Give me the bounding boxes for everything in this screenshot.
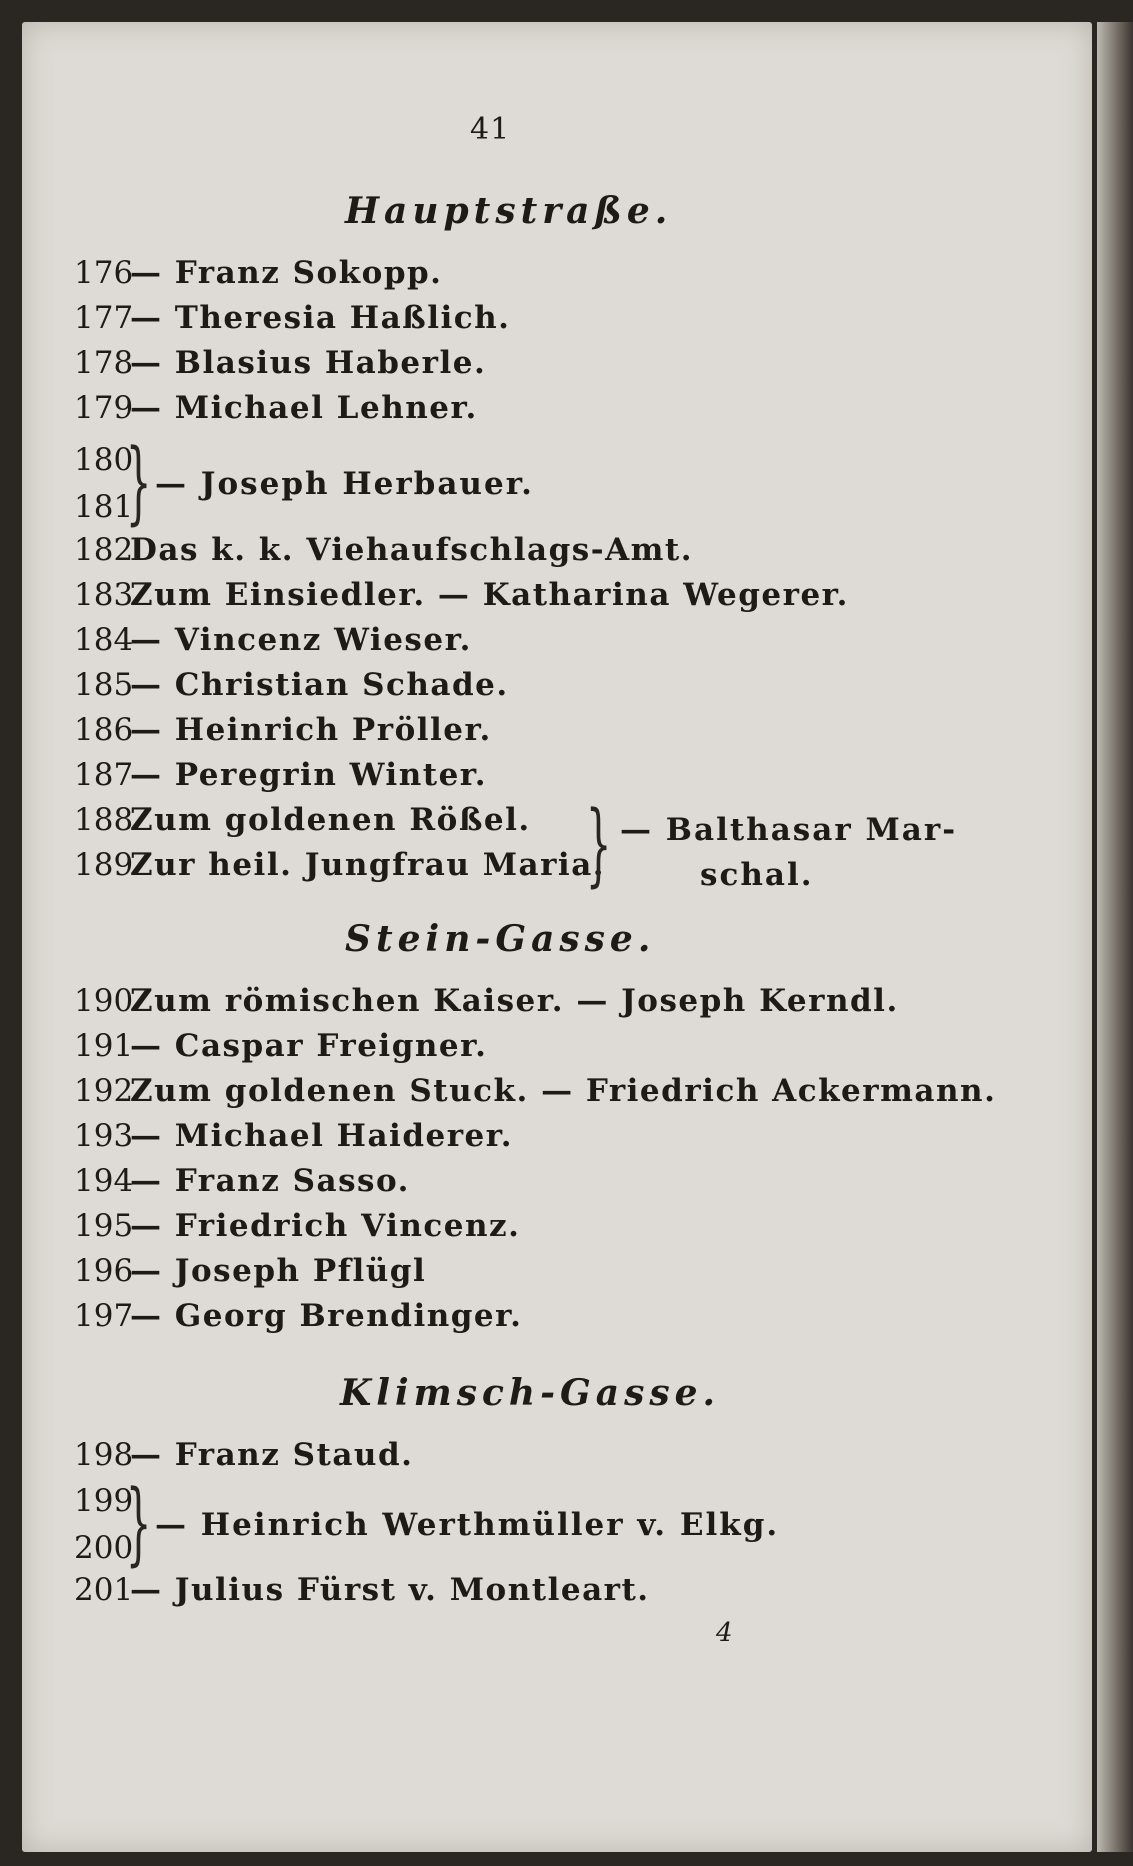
house-number: 180 bbox=[74, 442, 134, 478]
entry-196 bbox=[74, 1253, 426, 1289]
page-number: 41 bbox=[470, 112, 511, 147]
house-number: 176 bbox=[74, 255, 134, 291]
resident-name: — Michael Lehner. bbox=[130, 390, 478, 426]
section-heading-stein-gasse: Stein-Gasse. bbox=[345, 918, 656, 960]
entry-198 bbox=[74, 1437, 413, 1473]
entry-182 bbox=[74, 532, 693, 568]
brace: } bbox=[125, 430, 152, 535]
house-number: 199 bbox=[74, 1483, 134, 1519]
house-number: 185 bbox=[74, 667, 134, 703]
resident-name: — Christian Schade. bbox=[130, 667, 509, 703]
resident-name-cont: schal. bbox=[700, 857, 814, 893]
inn-name: Zum goldenen Rößel. bbox=[130, 802, 531, 838]
resident-name: — Heinrich Pröller. bbox=[130, 712, 492, 748]
house-number: 188 bbox=[74, 802, 134, 838]
house-number: 195 bbox=[74, 1208, 134, 1244]
resident-name: Zum Einsiedler. — Katharina Wegerer. bbox=[130, 577, 849, 613]
house-number: 182 bbox=[74, 532, 134, 568]
house-number: 186 bbox=[74, 712, 134, 748]
house-number: 179 bbox=[74, 390, 134, 426]
entry-191 bbox=[74, 1028, 487, 1064]
bracket-numbers-199-200 bbox=[74, 1478, 133, 1572]
resident-name: — Vincenz Wieser. bbox=[130, 622, 472, 658]
resident-name: — Julius Fürst v. Montleart. bbox=[130, 1572, 650, 1608]
house-number: 191 bbox=[74, 1028, 134, 1064]
inn-name: Zur heil. Jungfrau Maria. bbox=[130, 847, 606, 883]
section-heading-hauptstrasse: Hauptstraße. bbox=[345, 190, 673, 232]
entry-184 bbox=[74, 622, 472, 658]
brace: } bbox=[125, 1471, 152, 1576]
resident-name: — Theresia Haßlich. bbox=[130, 300, 511, 336]
entry-183 bbox=[74, 577, 849, 613]
entry-187 bbox=[74, 757, 487, 793]
resident-name: — Friedrich Vincenz. bbox=[130, 1208, 521, 1244]
page-edge bbox=[1097, 22, 1133, 1852]
house-number: 183 bbox=[74, 577, 134, 613]
house-number: 181 bbox=[74, 489, 134, 525]
entry-197 bbox=[74, 1298, 522, 1334]
entry-179 bbox=[74, 390, 478, 426]
resident-name: — Balthasar Mar- bbox=[620, 812, 958, 848]
house-number: 190 bbox=[74, 983, 134, 1019]
resident-name: — Franz Staud. bbox=[130, 1437, 414, 1473]
folio-mark: 4 bbox=[716, 1618, 733, 1648]
entry-186 bbox=[74, 712, 492, 748]
entry-194 bbox=[74, 1163, 410, 1199]
house-number: 198 bbox=[74, 1437, 134, 1473]
entry-195 bbox=[74, 1208, 520, 1244]
resident-name: — Michael Haiderer. bbox=[130, 1118, 514, 1154]
entry-190 bbox=[74, 983, 899, 1019]
brace: } bbox=[585, 792, 612, 897]
house-number: 192 bbox=[74, 1073, 134, 1109]
house-number: 201 bbox=[74, 1572, 134, 1608]
entry-188 bbox=[74, 802, 531, 838]
resident-name: — Joseph Herbauer. bbox=[155, 466, 534, 502]
resident-name: — Franz Sokopp. bbox=[130, 255, 443, 291]
entry-192 bbox=[74, 1073, 996, 1109]
house-number: 194 bbox=[74, 1163, 134, 1199]
house-number: 189 bbox=[74, 847, 134, 883]
entry-201 bbox=[74, 1572, 650, 1608]
resident-name: — Heinrich Werthmüller v. Elkg. bbox=[155, 1507, 780, 1543]
house-number: 200 bbox=[74, 1530, 134, 1566]
house-number: 184 bbox=[74, 622, 134, 658]
resident-name: Das k. k. Viehaufschlags-Amt. bbox=[130, 532, 694, 568]
house-number: 187 bbox=[74, 757, 134, 793]
resident-name: — Caspar Freigner. bbox=[130, 1028, 488, 1064]
house-number: 177 bbox=[74, 300, 134, 336]
bracket-numbers-180-181 bbox=[74, 437, 133, 531]
entry-178 bbox=[74, 345, 486, 381]
resident-name: — Georg Brendinger. bbox=[130, 1298, 523, 1334]
house-number: 193 bbox=[74, 1118, 134, 1154]
entry-176 bbox=[74, 255, 442, 291]
entry-189 bbox=[74, 847, 605, 883]
entry-185 bbox=[74, 667, 509, 703]
house-number: 197 bbox=[74, 1298, 134, 1334]
section-heading-klimsch-gasse: Klimsch-Gasse. bbox=[340, 1372, 721, 1414]
resident-name: — Franz Sasso. bbox=[130, 1163, 410, 1199]
resident-name: — Peregrin Winter. bbox=[130, 757, 488, 793]
entry-177 bbox=[74, 300, 510, 336]
house-number: 196 bbox=[74, 1253, 134, 1289]
house-number: 178 bbox=[74, 345, 134, 381]
resident-name: Zum römischen Kaiser. — Joseph Kerndl. bbox=[130, 983, 899, 1019]
resident-name: Zum goldenen Stuck. — Friedrich Ackermann. bbox=[130, 1073, 997, 1109]
entry-193 bbox=[74, 1118, 513, 1154]
resident-name: — Blasius Haberle. bbox=[130, 345, 487, 381]
resident-name: — Joseph Pflügl bbox=[130, 1253, 427, 1289]
